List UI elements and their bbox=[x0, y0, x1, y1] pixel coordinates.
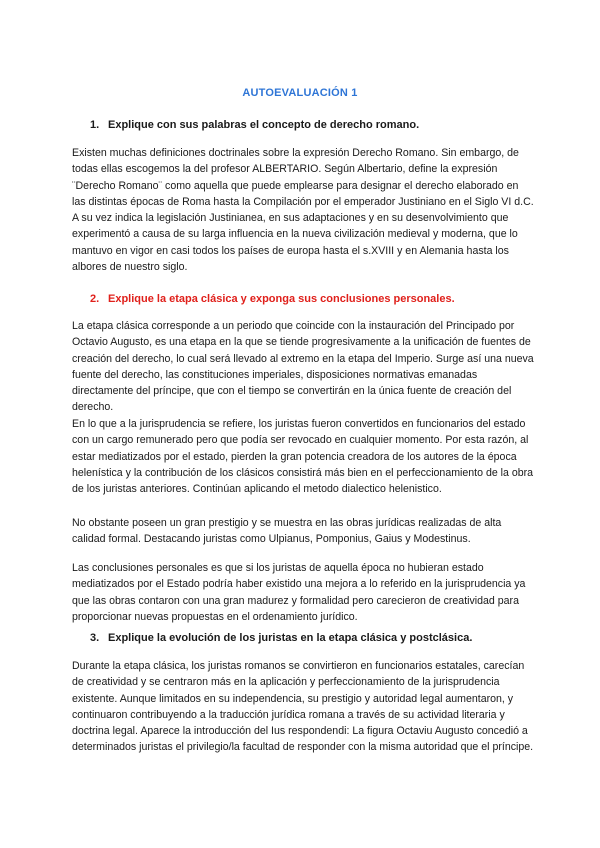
question-1-paragraph-1: Existen muchas definiciones doctrinales sobre la expresión Derecho Romano. Sin embargo, de todas ellas escogemos la del profesor ALBERTARIO. Según Albertario, define la expresión ¨Derecho Romano¨ como aquella que puede emplearse para designar el derecho elaborado en las distintas épocas de Roma hasta la Compilación por el emperador Justiniano en el Siglo VI d.C. A su vez indica la legislación Justinianea, en sus adaptaciones y en su desenvolvimiento que experimentó a causa de su larga influencia en la nueva civilización medieval y moderna, que lo mantuvo en vigor en casi todos los países de europa hasta el s.XVIII y en Alemania hasta los albores de nuestro siglo. bbox=[72, 147, 534, 274]
question-2-number: 2. bbox=[90, 293, 100, 305]
question-3-number: 3. bbox=[90, 632, 100, 644]
question-2-heading bbox=[90, 293, 455, 305]
question-2-paragraph-3: No obstante poseen un gran prestigio y se muestra en las obras jurídicas realizadas de alta calidad formal. Destacando juristas como Ulpianus, Pomponius, Gaius y Modestinus. bbox=[72, 517, 502, 546]
question-3-heading bbox=[90, 632, 472, 644]
question-3-paragraph-1: Durante la etapa clásica, los juristas romanos se convirtieron en funcionarios estatales, carecían de creatividad y se centraron más en la aplicación y perfeccionamiento de la jurisprudencia existente. Aunque limitados en su independencia, su prestigio y autoridad legal aumentaron, y continuaron contribuyendo a la traducción jurídica romana a través de su actividad literaria y doctrina legal. Aparece la introducción del Ius respondendi: La figura Octaviu Augusto concedió a determinados juristas el privilegio/la facultad de responder con la misma autoridad que el príncipe. bbox=[72, 660, 534, 754]
page-title: AUTOEVALUACIÓN 1 bbox=[242, 87, 358, 99]
question-2-paragraph-2: En lo que a la jurisprudencia se refiere, los juristas fueron convertidos en funcionarios del estado con un cargo remunerado pero que podía ser revocado en cualquier momento. Por esta razón, al estar mediatizados por el estado, pierden la gran potencia creadora de los autores de la época helenística y la contribución de los clásicos consistirá más bien en el perfeccionamiento de la obra de los juristas anteriores. Continúan aplicando el metodo dialectico helenistico. bbox=[72, 418, 534, 496]
question-1-number: 1. bbox=[90, 119, 100, 131]
question-2-paragraph-4: Las conclusiones personales es que si los juristas de aquella época no hubieran estado mediatizados por el Estado podría haber existido una mejora a lo referido en la jurisprudencia ya que las obras contaron con una gran madurez y formalidad pero carecieron de creatividad para proporcionar nuevas propuestas en el ordenamiento jurídico. bbox=[72, 562, 526, 623]
question-2-text: Explique la etapa clásica y exponga sus conclusiones personales. bbox=[108, 293, 455, 305]
question-2-paragraph-1: La etapa clásica corresponde a un periodo que coincide con la instauración del Principado por Octavio Augusto, es una etapa en la que se tiende progresivamente a la unificación de fuentes de creación del derecho, lo cual será llevado al extremo en la etapa del Imperio. Surge así una nueva fuente del derecho, las constituciones imperiales, disposiciones normativas emanadas directamente del príncipe, que con el tiempo se convertirán en la única fuente de creación del derecho. bbox=[72, 320, 534, 414]
question-1-heading bbox=[90, 119, 419, 131]
question-3-text: Explique la evolución de los juristas en la etapa clásica y postclásica. bbox=[108, 632, 473, 644]
question-1-text: Explique con sus palabras el concepto de derecho romano. bbox=[108, 119, 420, 131]
